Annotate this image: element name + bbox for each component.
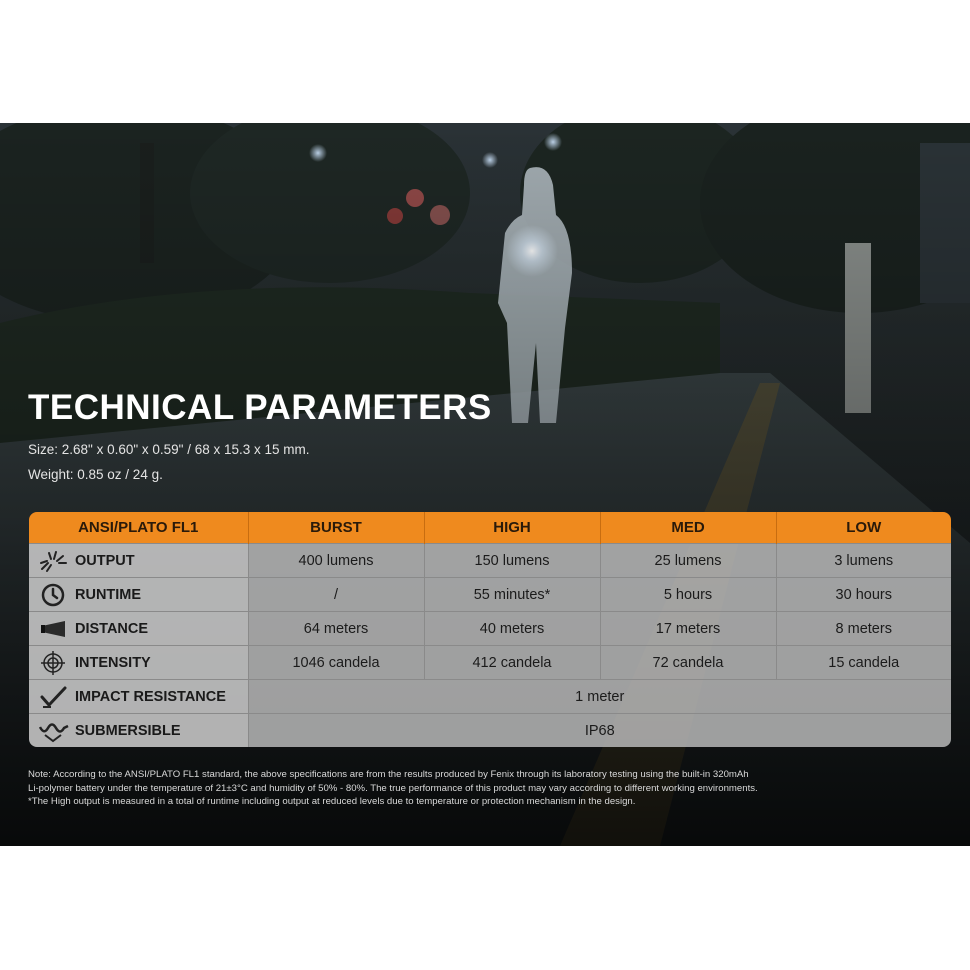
intensity-burst: 1046 candela (248, 646, 424, 680)
row-label-distance: DISTANCE (75, 620, 149, 637)
header-med: MED (600, 512, 776, 544)
impact-check-icon (39, 685, 69, 709)
row-label-submersible: SUBMERSIBLE (75, 722, 181, 739)
table-row-impact (29, 680, 951, 714)
impact-value: 1 meter (248, 680, 951, 714)
clock-icon (39, 583, 69, 607)
row-label-intensity: INTENSITY (75, 654, 151, 671)
parameters-table (29, 512, 951, 747)
header-standard: ANSI/PLATO FL1 (29, 512, 248, 544)
row-label-output: OUTPUT (75, 552, 135, 569)
weight-spec: Weight: 0.85 oz / 24 g. (28, 467, 163, 482)
table-row-intensity (29, 646, 951, 680)
water-wave-icon (39, 719, 69, 743)
size-spec: Size: 2.68" x 0.60" x 0.59" / 68 x 15.3 x 15 mm. (28, 442, 310, 457)
intensity-low: 15 candela (776, 646, 951, 680)
header-burst: BURST (248, 512, 424, 544)
target-intensity-icon (39, 651, 69, 675)
runtime-med: 5 hours (600, 578, 776, 612)
runtime-high: 55 minutes* (424, 578, 600, 612)
burst-output-icon (39, 549, 69, 573)
distance-high: 40 meters (424, 612, 600, 646)
submersible-value: IP68 (248, 714, 951, 748)
header-high: HIGH (424, 512, 600, 544)
table-row-runtime (29, 578, 951, 612)
table-row-output (29, 544, 951, 578)
intensity-high: 412 candela (424, 646, 600, 680)
output-med: 25 lumens (600, 544, 776, 578)
table-row-submersible (29, 714, 951, 748)
page-title: TECHNICAL PARAMETERS (28, 388, 492, 427)
output-high: 150 lumens (424, 544, 600, 578)
note-line-3: *The High output is measured in a total of runtime including output at reduced levels due to temperature or protection mechanism in the design. (28, 796, 636, 807)
row-label-runtime: RUNTIME (75, 586, 142, 603)
runtime-burst: / (248, 578, 424, 612)
distance-med: 17 meters (600, 612, 776, 646)
table-row-distance (29, 612, 951, 646)
beam-distance-icon (39, 617, 69, 641)
distance-burst: 64 meters (248, 612, 424, 646)
table-header-row (29, 512, 951, 544)
distance-low: 8 meters (776, 612, 951, 646)
intensity-med: 72 candela (600, 646, 776, 680)
header-low: LOW (776, 512, 951, 544)
runtime-low: 30 hours (776, 578, 951, 612)
output-burst: 400 lumens (248, 544, 424, 578)
footnote (28, 768, 958, 809)
note-line-1: Note: According to the ANSI/PLATO FL1 standard, the above specifications are from the results produced by Fenix through its laboratory testing using the built-in 320mAh (28, 769, 749, 780)
note-line-2: Li-polymer battery under the temperature of 21±3°C and humidity of 50% - 80%. The true performance of this product may vary according to different working environments. (28, 782, 758, 794)
output-low: 3 lumens (776, 544, 951, 578)
row-label-impact: IMPACT RESISTANCE (75, 688, 226, 705)
